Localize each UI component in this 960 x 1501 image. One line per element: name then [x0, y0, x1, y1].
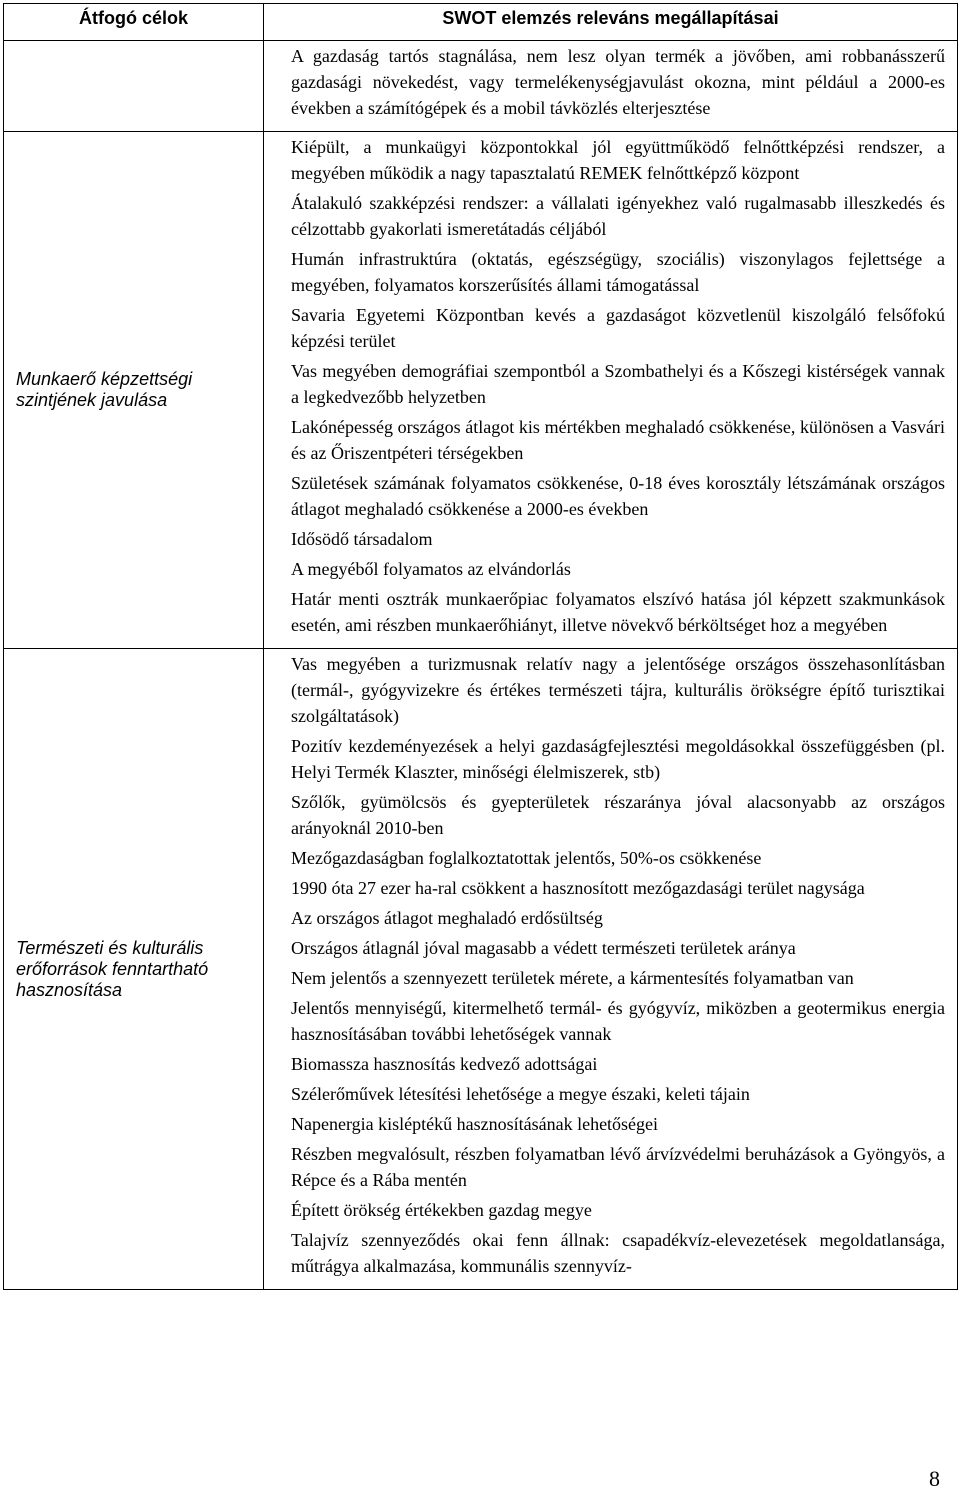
finding-item: Születések számának folyamatos csökkenése, 0-18 éves korosztály létszámának országos átlagot meghaladó csökkenése a 2000-es években	[291, 473, 945, 519]
table-body	[4, 41, 958, 1290]
finding-item: 1990 óta 27 ezer ha-ral csökkent a hasznosított mezőgazdasági terület nagysága	[291, 878, 865, 898]
findings-cell	[264, 41, 958, 132]
finding-item: Napenergia kisléptékű hasznosításának lehetőségei	[291, 1114, 659, 1134]
finding-item: Szőlők, gyümölcsös és gyepterületek részaránya jóval alacsonyabb az országos arányoknál 2010-ben	[291, 792, 945, 838]
finding-item: Szélerőművek létesítési lehetősége a megye északi, keleti tájain	[291, 1084, 750, 1104]
table-row	[4, 132, 958, 649]
finding-item: Vas megyében demográfiai szempontból a Szombathelyi és a Kőszegi kistérségek vannak a legkedvezőbb helyzetben	[291, 361, 945, 407]
finding-item: A megyéből folyamatos az elvándorlás	[291, 559, 571, 579]
table-row	[4, 41, 958, 132]
header-row	[4, 4, 958, 41]
finding-item: Pozitív kezdeményezések a helyi gazdaságfejlesztési megoldásokkal összefüggésben (pl. Helyi Termék Klaszter, minőségi élelmiszerek, stb)	[291, 736, 945, 782]
header-goals: Átfogó célok	[4, 4, 264, 41]
finding-item: A gazdaság tartós stagnálása, nem lesz olyan termék a jövőben, ami robbanásszerű gazdasági növekedést, vagy termelékenységjavulást okozna, mint például a 2000-es években a számítógépek és a mobil távközlés elterjesztése	[291, 46, 945, 118]
finding-item: Részben megvalósult, részben folyamatban lévő árvízvédelmi beruházások a Gyöngyös, a Répce és a Rába mentén	[291, 1144, 945, 1190]
page-number: 8	[929, 1466, 940, 1491]
finding-item: Kiépült, a munkaügyi központokkal jól együttműködő felnőttképzési rendszer, a megyében működik a nagy tapasztalatú REMEK felnőttképző központ	[291, 137, 945, 183]
finding-item: Nem jelentős a szennyezett területek mérete, a kármentesítés folyamatban van	[291, 968, 854, 988]
finding-item: Országos átlagnál jóval magasabb a védett természeti területek aránya	[291, 938, 796, 958]
findings-cell	[264, 649, 958, 1290]
finding-item: Humán infrastruktúra (oktatás, egészségügy, szociális) viszonylagos fejlettsége a megyében, folyamatos korszerűsítés állami támogatással	[291, 249, 945, 295]
finding-item: Lakónépesség országos átlagot kis mértékben meghaladó csökkenése, különösen a Vasvári és az Őriszentpéteri térségekben	[291, 417, 945, 463]
finding-item: Idősödő társadalom	[291, 529, 433, 549]
finding-item: Biomassza hasznosítás kedvező adottságai	[291, 1054, 598, 1074]
header-findings: SWOT elemzés releváns megállapításai	[264, 4, 958, 41]
goal-cell	[4, 41, 264, 132]
finding-item: Határ menti osztrák munkaerőpiac folyamatos elszívó hatása jól képzett szakmunkások esetén, ami részben munkaerőhiányt, illetve növekvő bérköltséget hoz a megyében	[291, 589, 945, 635]
table-row	[4, 649, 958, 1290]
finding-item: Mezőgazdaságban foglalkoztatottak jelentős, 50%-os csökkenése	[291, 848, 762, 868]
finding-item: Vas megyében a turizmusnak relatív nagy a jelentősége országos összehasonlításban (termál-, gyógyvizekre és értékes természeti tájra, kulturális örökségre építő turisztikai szolgáltatások)	[291, 654, 945, 726]
goal-cell: Munkaerő képzettségi szintjének javulása	[4, 132, 264, 649]
finding-item: Átalakuló szakképzési rendszer: a vállalati igényekhez való rugalmasabb illeszkedés és célzottabb gyakorlati ismeretátadás céljából	[291, 193, 945, 239]
finding-item: Jelentős mennyiségű, kitermelhető termál- és gyógyvíz, miközben a geotermikus energia hasznosításában további lehetőségek vannak	[291, 998, 945, 1044]
findings-cell	[264, 132, 958, 649]
finding-item: Savaria Egyetemi Központban kevés a gazdaságot közvetlenül kiszolgáló felsőfokú képzési terület	[291, 305, 945, 351]
swot-table	[3, 3, 958, 1290]
finding-item: Épített örökség értékekben gazdag megye	[291, 1200, 592, 1220]
finding-item: Az országos átlagot meghaladó erdősültség	[291, 908, 603, 928]
finding-item: Talajvíz szennyeződés okai fenn állnak: csapadékvíz-elevezetések megoldatlansága, műtrágya alkalmazása, kommunális szennyvíz-	[291, 1230, 945, 1276]
goal-cell: Természeti és kulturális erőforrások fenntartható hasznosítása	[4, 649, 264, 1290]
